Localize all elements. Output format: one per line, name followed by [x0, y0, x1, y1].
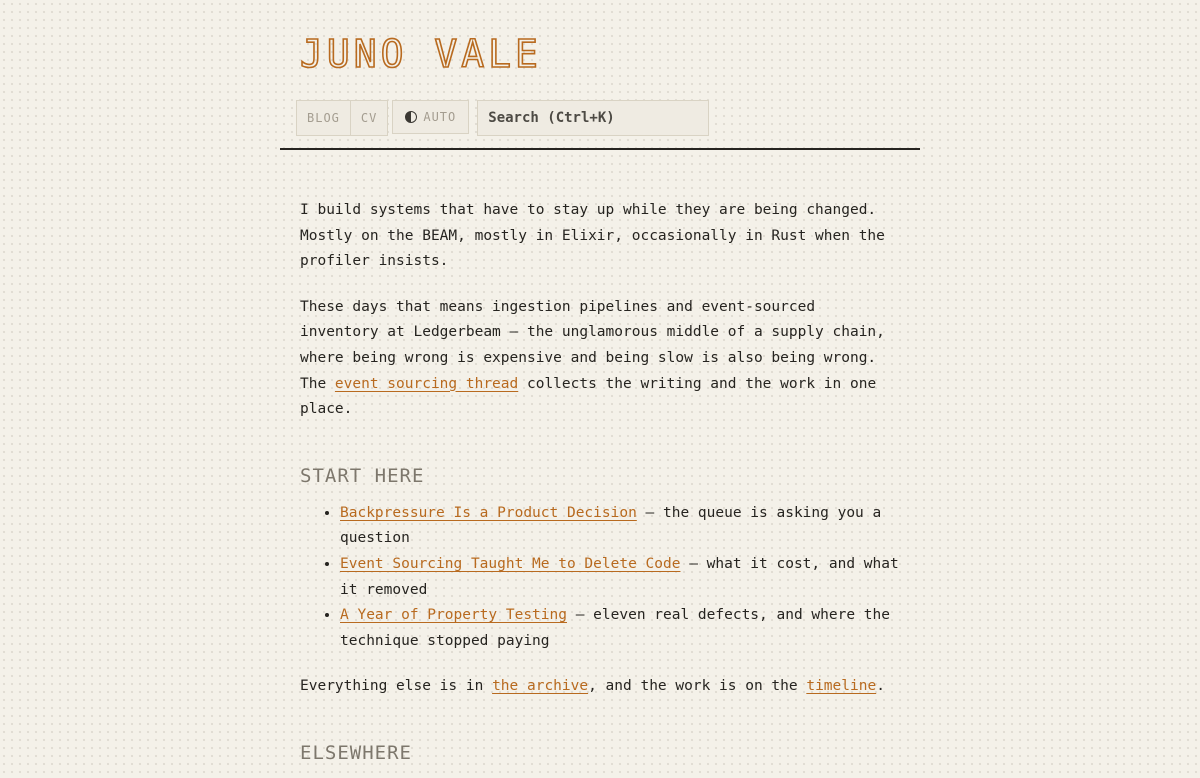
post-description: — what it cost, and what it removed [340, 555, 899, 598]
timeline-link[interactable]: timeline [806, 678, 877, 695]
half-circle-icon [405, 111, 417, 123]
site-title[interactable]: JUNO VALE [300, 32, 542, 76]
list-item [340, 603, 900, 654]
archive-text-before: Everything else is in [300, 678, 493, 695]
archive-paragraph [300, 674, 900, 700]
list-item [340, 552, 900, 603]
start-here-heading: START HERE [300, 464, 425, 487]
archive-text-middle: , and the work is on the [588, 678, 807, 695]
header-divider [280, 148, 920, 150]
post-link-event-sourcing[interactable]: Event Sourcing Taught Me to Delete Code [340, 555, 681, 572]
nav-blog-link[interactable]: BLOG [297, 101, 351, 135]
post-link-property-testing[interactable]: A Year of Property Testing [340, 607, 567, 624]
toolbar [296, 100, 709, 136]
theme-toggle-button[interactable] [392, 100, 469, 134]
nav-cv-link[interactable]: CV [351, 101, 387, 135]
intro-p2-text-after: collects the writing and the work in one place. [300, 375, 877, 418]
archive-text-after: . [876, 678, 885, 695]
main-content [300, 198, 900, 778]
start-here-list [300, 501, 900, 655]
post-link-backpressure[interactable]: Backpressure Is a Product Decision [340, 504, 637, 521]
nav-group [296, 100, 388, 136]
event-sourcing-thread-link[interactable]: event sourcing thread [334, 375, 519, 392]
intro-p2-text-before: These days that means ingestion pipelines and event-sourced inventory at Ledgerbeam — the unglamorous middle of a supply chain, where being wrong is expensive and being slow is also being wrong. The [300, 298, 885, 392]
post-description: — eleven real defects, and where the technique stopped paying [340, 607, 890, 649]
intro-paragraph-2 [300, 295, 900, 423]
intro-paragraph-1: I build systems that have to stay up while they are being changed. Mostly on the BEAM, mostly in Elixir, occasionally in Rust when the profiler insists. [300, 202, 885, 270]
list-item [340, 501, 900, 552]
search-input[interactable] [477, 100, 709, 136]
post-description: — the queue is asking you a question [340, 504, 882, 547]
elsewhere-heading: ELSEWHERE [300, 741, 412, 764]
archive-link[interactable]: the archive [492, 678, 589, 695]
theme-label: AUTO [423, 110, 457, 124]
